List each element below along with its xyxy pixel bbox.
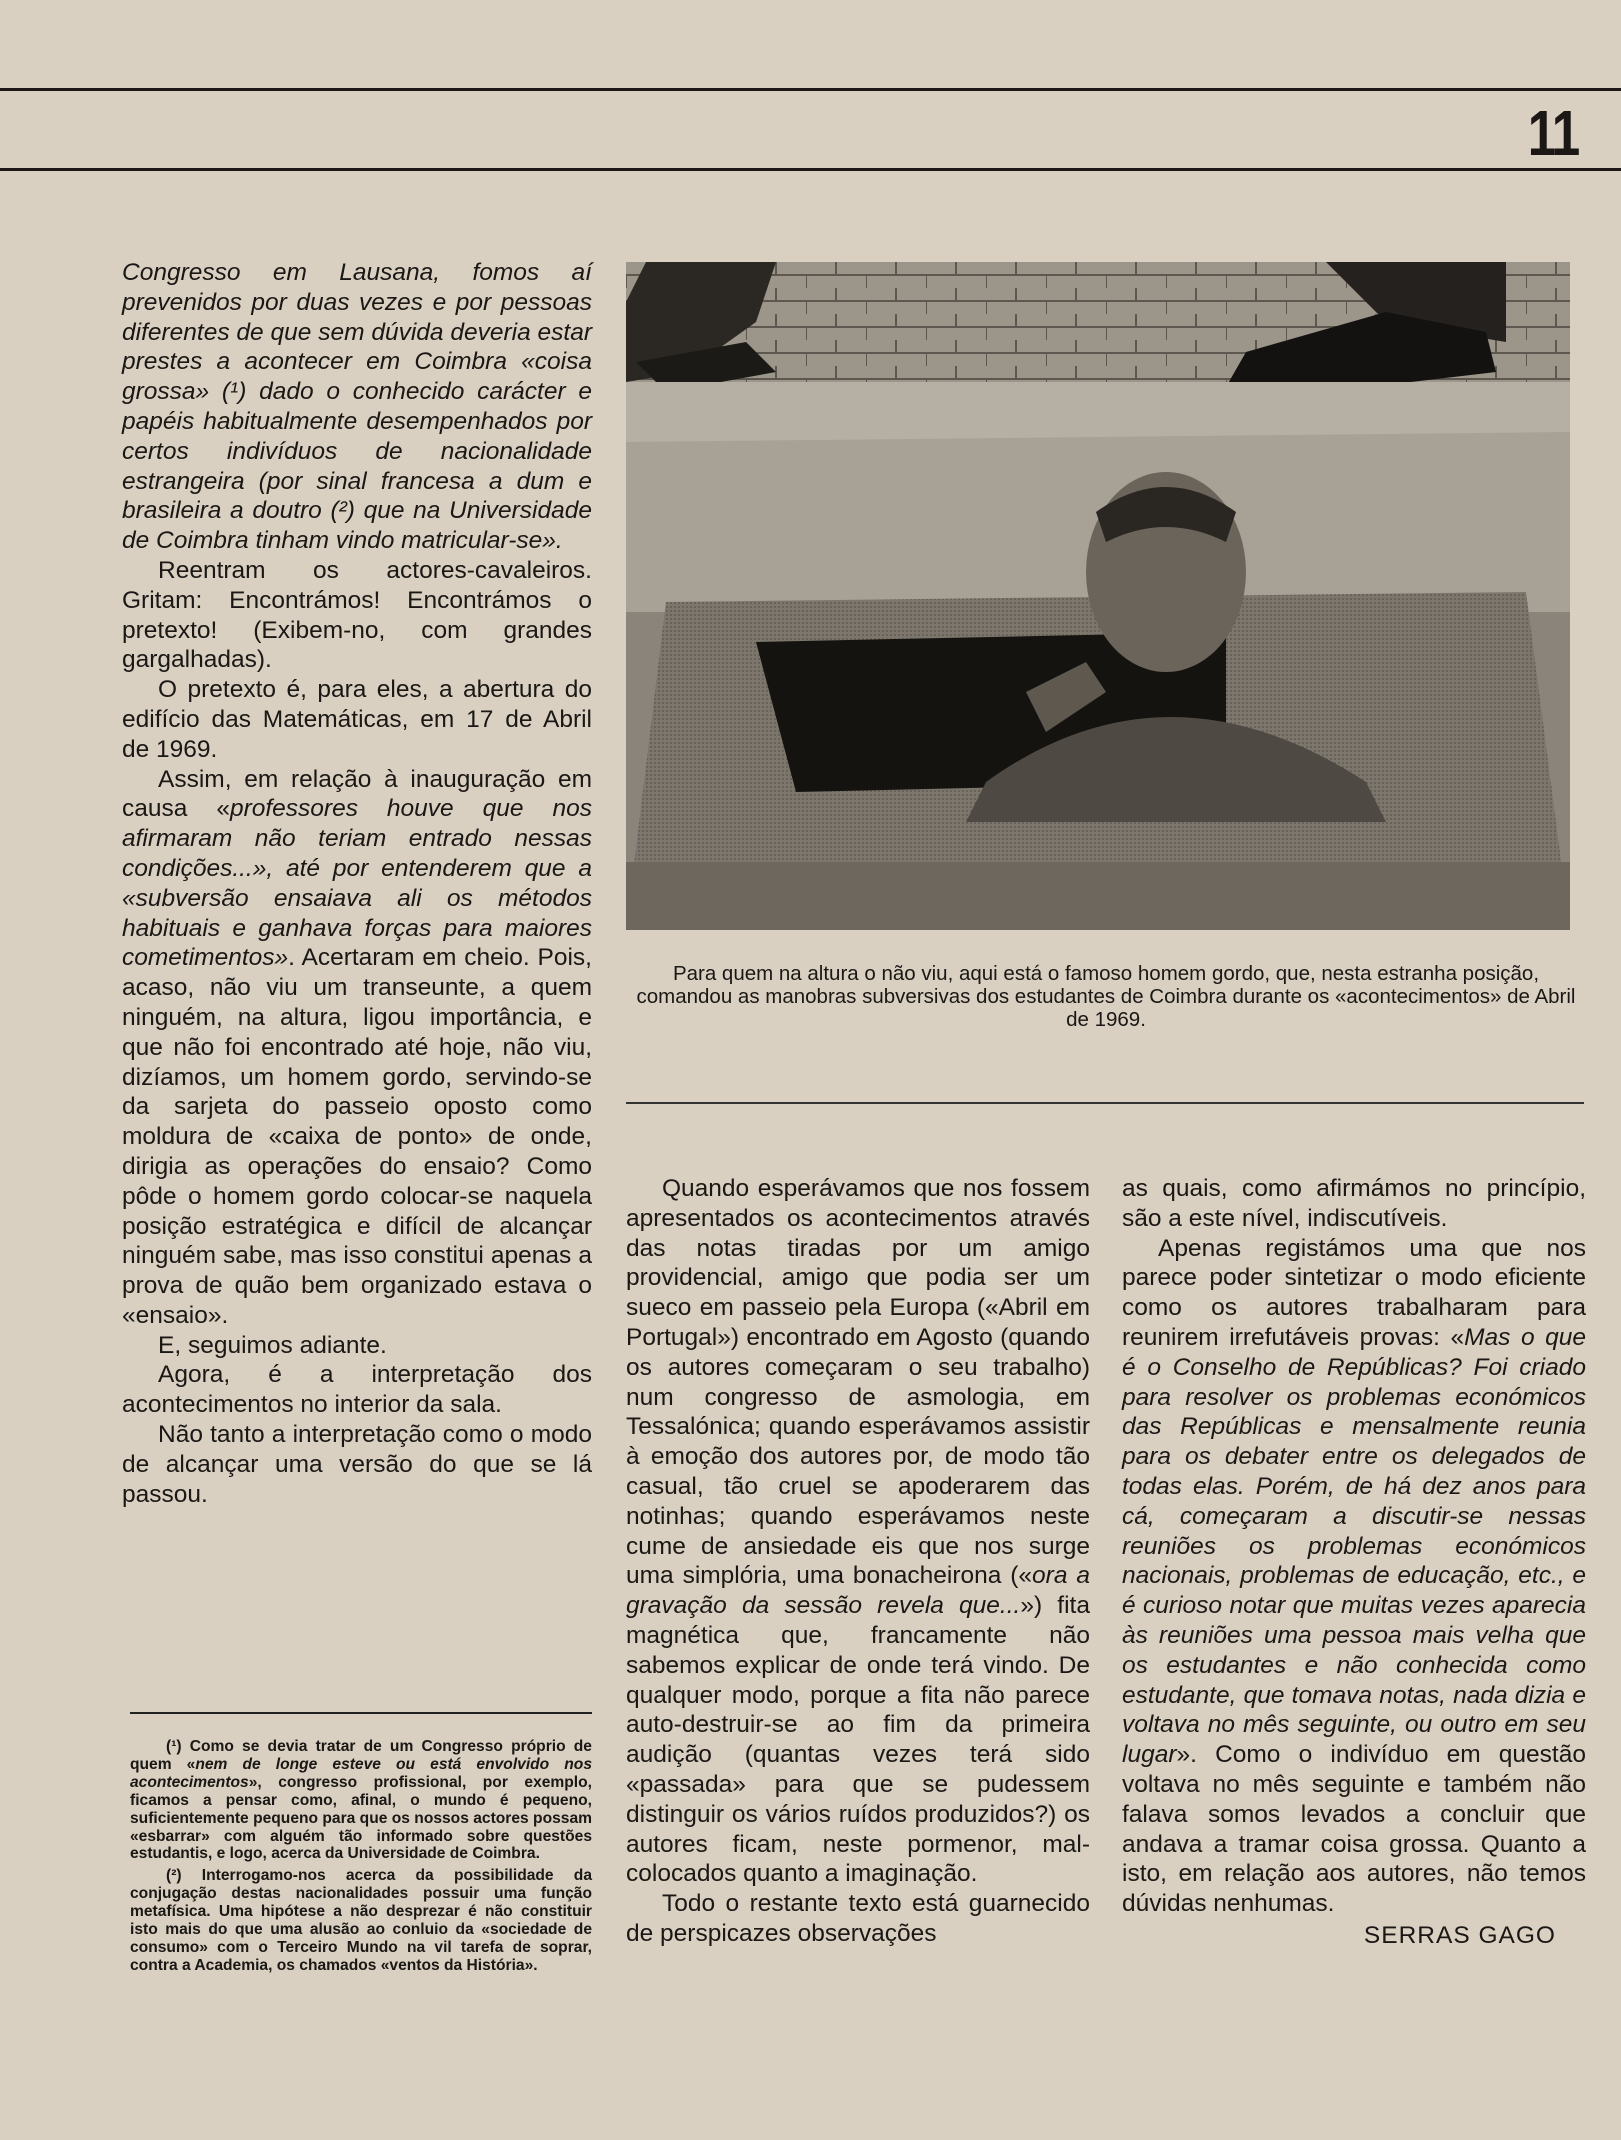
left-p4-quote: professores houve que nos afirmaram não teriam entrado nessas condições...», até por entenderem que a «subversão ensaiava ali os métodos habituais e ganhava forças para maiores cometimentos» bbox=[122, 795, 592, 972]
header-rule-top bbox=[0, 88, 1621, 91]
page-number: 11 bbox=[1528, 97, 1579, 169]
footnote-1-rest: », congresso profissional, por exemplo, ficamos a pensar como, afinal, o mundo é pequeno, suficientemente pequeno para que os nossos actores possam «esbarrar» com alguém tão informado sobre questões estudantis, e logo, acerca da Universidade de Coimbra. bbox=[130, 1773, 592, 1863]
left-paragraph-3: O pretexto é, para eles, a abertura do edifício das Matemáticas, em 17 de Abril de 1969. bbox=[122, 676, 592, 763]
photo-illustration bbox=[626, 262, 1570, 930]
photo-caption: Para quem na altura o não viu, aqui está o famoso homem gordo, que, nesta estranha posição, comandou as manobras subversivas dos estudantes de Coimbra durante os «acontecimentos» de Abril de 1969. bbox=[636, 962, 1576, 1031]
middle-p1-rest: ») fita magnética que, francamente não sabemos explicar de onde terá vindo. De qualquer modo, porque a fita não parece auto-destruir-se ao fim da primeira audição (quantas vezes terá sido «passada» para que se pudessem distinguir os vários ruídos produzidos?) os autores ficam, neste pormenor, mal-colocados quanto a imaginação. bbox=[626, 1592, 1090, 1888]
left-paragraph-6: Agora, é a interpretação dos acontecimentos no interior da sala. bbox=[122, 1361, 592, 1419]
middle-paragraph-1 bbox=[626, 1174, 1090, 1889]
footnote-2: (²) Interrogamo-nos acerca da possibilidade da conjugação destas nacionalidades possuir uma função metafísica. Uma hipótese a não desprezar é não constituir isto mais do que uma alusão ao conluio da «sociedade de consumo» com o Terceiro Mundo na vil tarefa de soprar, contra a Academia, os chamados «ventos da História». bbox=[130, 1867, 592, 1974]
right-paragraph-2 bbox=[1122, 1234, 1586, 1919]
footnote-1-quote: nem de longe esteve ou está envolvido nos acontecimentos bbox=[130, 1755, 593, 1791]
author-signature: SERRAS GAGO bbox=[1363, 1921, 1556, 1949]
left-paragraph-7: Não tanto a interpretação como o modo de alcançar uma versão do que se lá passou. bbox=[122, 1421, 592, 1508]
left-paragraph-2: Reentram os actores-cavaleiros. Gritam: Encontrámos! Encontrámos o pretexto! (Exibem-no, com grandes gargalhadas). bbox=[122, 556, 592, 674]
photo-man-in-drain bbox=[626, 262, 1570, 930]
right-paragraph-1: as quais, como afirmámos no princípio, são a este nível, indiscutíveis. bbox=[1122, 1175, 1586, 1232]
left-column bbox=[122, 258, 592, 1509]
middle-paragraph-2: Todo o restante texto está guarnecido de perspicazes observações bbox=[626, 1890, 1090, 1947]
middle-column bbox=[626, 1174, 1090, 1949]
right-p2-rest: ». Como o indivíduo em questão voltava no mês seguinte e também não falava somos levados a concluir que andava a tramar coisa grossa. Quanto a isto, em relação aos autores, não temos dúvidas nenhumas. bbox=[1122, 1741, 1586, 1918]
right-p2-lead: Apenas registámos uma que nos parece poder sintetizar o modo eficiente como os autores trabalharam para reunirem irrefutáveis provas: « bbox=[1122, 1234, 1586, 1351]
footnote-1-lead: (¹) Como se devia tratar de um Congresso próprio de quem « bbox=[130, 1738, 592, 1773]
middle-p1-quote: ora a gravação da sessão revela que... bbox=[626, 1562, 1090, 1620]
footnotes bbox=[130, 1738, 592, 1979]
left-p4-rest: . Acertaram em cheio. Pois, acaso, não viu um transeunte, a quem ninguém, na altura, ligou importância, e que não foi encontrado até hoje, não viu, dizíamos, um homem gordo, servindo-se da sarjeta do passeio oposto como moldura de «caixa de ponto» de onde, dirigia as operações do ensaio? Como pôde o homem gordo colocar-se naquela posição estratégica e difícil de alcançar ninguém sabe, mas isso constitui apenas a prova de quão bem organizado estava o «ensaio». bbox=[122, 944, 592, 1329]
section-rule bbox=[626, 1102, 1584, 1104]
footnote-1 bbox=[130, 1738, 592, 1863]
left-p4-lead: Assim, em relação à inauguração em causa « bbox=[122, 765, 592, 823]
header-rule-bottom bbox=[0, 168, 1621, 171]
right-column bbox=[1122, 1174, 1586, 1951]
footnote-rule bbox=[130, 1712, 592, 1714]
left-paragraph-4 bbox=[122, 765, 592, 1331]
middle-p1-lead: Quando esperávamos que nos fossem apresentados os acontecimentos através das notas tiradas por um amigo providencial, amigo que podia ser um sueco em passeio pela Europa («Abril em Portugal») encontrado em Agosto (quando os autores começaram o seu trabalho) num congresso de asmologia, em Tessalónica; quando esperávamos assistir à emoção dos autores por, de modo tão casual, tão cruel se apoderarem das notinhas; quando esperávamos neste cume de ansiedade eis que nos surge uma simplória, uma bonacheirona (« bbox=[626, 1175, 1090, 1590]
left-paragraph-5: E, seguimos adiante. bbox=[158, 1331, 387, 1359]
right-p2-quote: Mas o que é o Conselho de Repúblicas? Foi criado para resolver os problemas económicos das Repúblicas e mensalmente reunia para os debater entre os delegados de todas elas. Porém, de há dez anos para cá, começaram a discutir-se nessas reuniões os problemas económicos nacionais, problemas de educação, etc., e é curioso notar que muitas vezes aparecia às reuniões uma pessoa mais velha que os estudantes e não conhecida como estudante, que tomava notas, nada dizia e voltava no mês seguinte, ou outro em seu lugar bbox=[1122, 1323, 1586, 1769]
left-paragraph-1: Congresso em Lausana, fomos aí prevenidos por duas vezes e por pessoas diferentes de que sem dúvida deveria estar prestes a acontecer em Coimbra «coisa grossa» (¹) dado o conhecido carácter e papéis habitualmente desempenhados por certos indivíduos de nacionalidade estrangeira (por sinal francesa a dum e brasileira a doutro (²) que na Universidade de Coimbra tinham vindo matricular-se». bbox=[122, 259, 592, 555]
